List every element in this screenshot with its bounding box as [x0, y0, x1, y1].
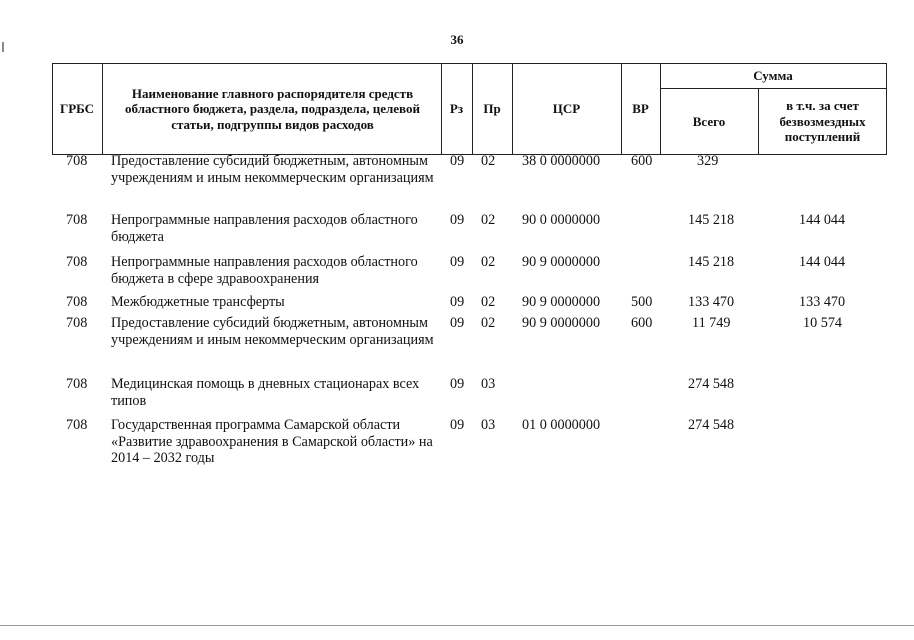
cell-pr: 03 [481, 376, 496, 392]
cell-name: Предоставление субсидий бюджетным, автономным учреждениям и иным некоммерческим организациям [111, 315, 434, 348]
cell-name: Государственная программа Самарской области «Развитие здравоохранения в Самарской области» на 2014 – 2032 годы [111, 417, 433, 466]
cell-gratis: 144 044 [799, 254, 846, 270]
cell-rz: 09 [450, 417, 465, 433]
header-vr: ВР [632, 101, 649, 117]
scan-edge [0, 625, 914, 626]
cell-rz: 09 [450, 315, 465, 331]
header-grbs: ГРБС [59, 101, 95, 117]
header-sum: Сумма [753, 67, 793, 83]
table-header [52, 63, 887, 155]
cell-pr: 02 [481, 254, 496, 270]
header-name: Наименование главного распорядителя средств областного бюджета, раздела, подраздела, целевой статьи, подгруппы видов расходов [125, 85, 420, 132]
cell-pr: 02 [481, 294, 496, 310]
cell-csr: 90 9 0000000 [522, 254, 601, 270]
cell-pr: 02 [481, 315, 496, 331]
header-csr: ЦСР [552, 101, 581, 117]
cell-name: Предоставление субсидий бюджетным, автономным учреждениям и иным некоммерческим организациям [111, 153, 434, 186]
cell-grbs: 708 [66, 254, 88, 270]
cell-grbs: 708 [66, 315, 88, 331]
cell-rz: 09 [450, 294, 465, 310]
cell-rz: 09 [450, 376, 465, 392]
cell-rz: 09 [450, 153, 465, 169]
cell-csr: 90 9 0000000 [522, 315, 601, 331]
cell-grbs: 708 [66, 376, 88, 392]
cell-pr: 02 [481, 153, 496, 169]
cell-csr: 01 0 0000000 [522, 417, 601, 433]
cell-csr: 90 0 0000000 [522, 212, 601, 228]
cell-grbs: 708 [66, 294, 88, 310]
header-total: Всего [692, 113, 726, 129]
cell-total: 145 218 [688, 212, 735, 228]
cell-total: 145 218 [688, 254, 735, 270]
cell-vr: 600 [631, 153, 653, 169]
cell-gratis: 10 574 [803, 315, 843, 331]
header-pr: Пр [483, 101, 501, 117]
cell-pr: 02 [481, 212, 496, 228]
cell-total: 329 [697, 153, 719, 169]
cell-grbs: 708 [66, 212, 88, 228]
cell-name: Непрограммные направления расходов областного бюджета в сфере здравоохранения [111, 254, 418, 287]
cell-grbs: 708 [66, 417, 88, 433]
cell-csr: 38 0 0000000 [522, 153, 601, 169]
cell-vr: 600 [631, 315, 653, 331]
cell-rz: 09 [450, 254, 465, 270]
cell-total: 274 548 [688, 417, 735, 433]
cell-pr: 03 [481, 417, 496, 433]
cell-rz: 09 [450, 212, 465, 228]
cell-csr: 90 9 0000000 [522, 294, 601, 310]
cell-name: Непрограммные направления расходов областного бюджета [111, 212, 418, 245]
cell-vr: 500 [631, 294, 653, 310]
cell-name: Межбюджетные трансферты [111, 294, 285, 310]
header-rz: Рз [449, 101, 464, 117]
cell-gratis: 144 044 [799, 212, 846, 228]
cell-grbs: 708 [66, 153, 88, 169]
cell-total: 133 470 [688, 294, 735, 310]
cell-total: 274 548 [688, 376, 735, 392]
cell-gratis: 133 470 [799, 294, 846, 310]
cell-name: Медицинская помощь в дневных стационарах всех типов [111, 376, 420, 409]
cell-total: 11 749 [692, 315, 731, 331]
page-number: 36 [450, 32, 464, 47]
header-gratis: в т.ч. за счет безвозмездных поступлений [779, 98, 866, 145]
